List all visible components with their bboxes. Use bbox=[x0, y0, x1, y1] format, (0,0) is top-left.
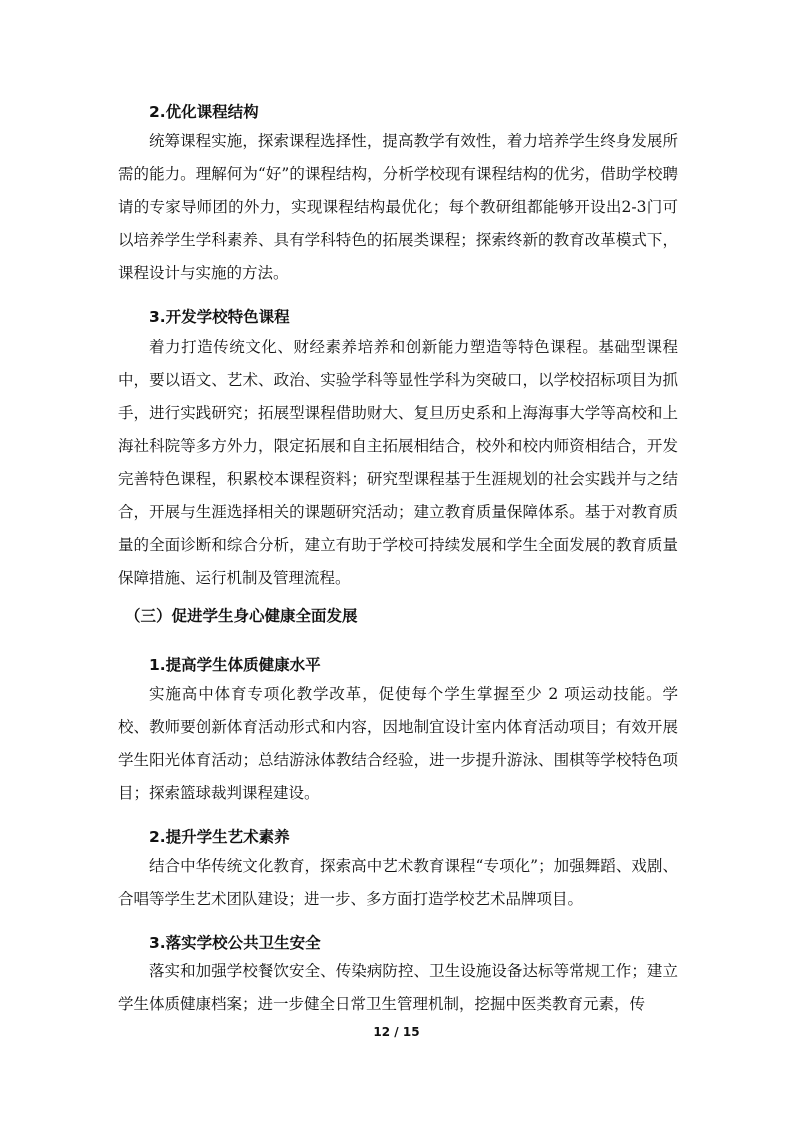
major-section-heading-health: （三）促进学生身心健康全面发展 bbox=[125, 607, 358, 625]
section-heading-public-hygiene: 3.落实学校公共卫生安全 bbox=[149, 934, 321, 952]
page-number: 12 / 15 bbox=[373, 1025, 420, 1039]
paragraph-featured-courses: 着力打造传统文化、财经素养培养和创新能力塑造等特色课程。基础型课程中，要以语文、艺术、政治、实验学科等显性学科为突破口，以学校招标项目为抓手，进行实践研究；拓展型课程借助财大、复旦历史系和上海海事大学等高校和上海社科院等多方外力，限定拓展和自主拓展相结合，校外和校内师资相结合，开发完善特色课程，积累校本课程资料；研究型课程基于生涯规划的社会实践并与之结合，开展与生涯选择相关的课题研究活动；建立教育质量保障体系。基于对教育质量的全面诊断和综合分析，建立有助于学校可持续发展和学生全面发展的教育质量保障措施、运行机制及管理流程。 bbox=[118, 338, 678, 587]
section-heading-featured-courses: 3.开发学校特色课程 bbox=[149, 308, 290, 326]
paragraph-physical-health: 实施高中体育专项化教学改革，促使每个学生掌握至少 2 项运动技能。学校、教师要创新体育活动形式和内容，因地制宜设计室内体育活动项目；有效开展学生阳光体育活动；总结游泳体教结合经验，进一步提升游泳、围棋等学校特色项目；探索篮球裁判课程建设。 bbox=[118, 685, 678, 802]
paragraph-optimize-curriculum: 统筹课程实施，探索课程选择性，提高教学有效性，着力培养学生终身发展所需的能力。理解何为“好”的课程结构，分析学校现有课程结构的优劣，借助学校聘请的专家导师团的外力，实现课程结构最优化；每个教研组都能够开设出2-3门可以培养学生学科素养、具有学科特色的拓展类课程；探索终新的教育改革模式下，课程设计与实施的方法。 bbox=[118, 132, 678, 282]
section-heading-art-literacy: 2.提升学生艺术素养 bbox=[149, 828, 290, 846]
paragraph-public-hygiene: 落实和加强学校餐饮安全、传染病防控、卫生设施设备达标等常规工作；建立学生体质健康档案；进一步健全日常卫生管理机制，挖掘中医类教育元素，传 bbox=[118, 962, 678, 1013]
section-heading-physical-health: 1.提高学生体质健康水平 bbox=[149, 656, 321, 674]
section-heading-optimize-curriculum: 2.优化课程结构 bbox=[149, 103, 259, 121]
paragraph-art-literacy: 结合中华传统文化教育，探索高中艺术教育课程“专项化”；加强舞蹈、戏剧、合唱等学生艺术团队建设；进一步、多方面打造学校艺术品牌项目。 bbox=[118, 857, 678, 908]
